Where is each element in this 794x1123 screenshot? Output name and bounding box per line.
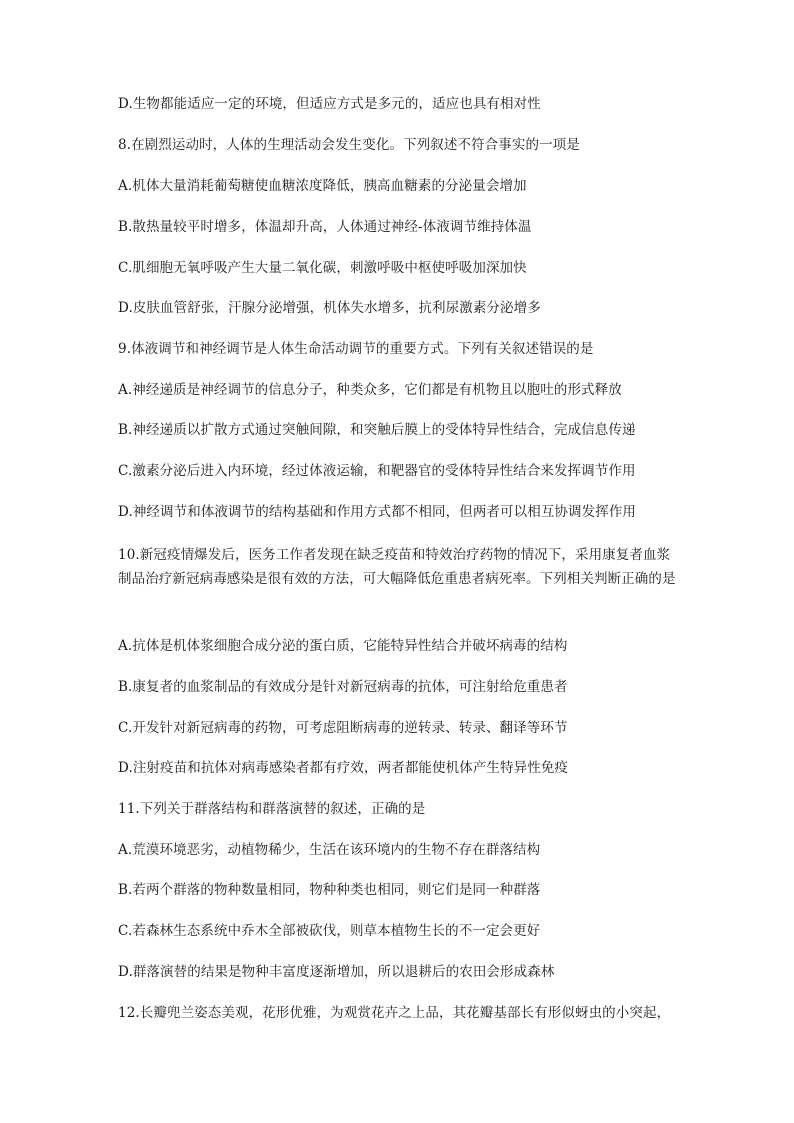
option-9c: C.激素分泌后进入内环境，经过体液运输，和靶器官的受体特异性结合来发挥调节作用: [118, 463, 636, 479]
question-12-stem: 12.长瓣兜兰姿态美观，花形优雅，为观赏花卉之上品，其花瓣基部长有形似蚜虫的小突起，: [118, 1005, 671, 1021]
option-8d: D.皮肤血管舒张，汗腺分泌增强，机体失水增多，抗利尿激素分泌增多: [118, 300, 541, 316]
option-8c: C.肌细胞无氧呼吸产生大量二氧化碳，刺激呼吸中枢使呼吸加深加快: [118, 260, 527, 276]
option-9a: A.神经递质是神经调节的信息分子，种类众多，它们都是有机物且以胞吐的形式释放: [118, 382, 622, 398]
option-11a: A.荒漠环境恶劣，动植物稀少，生活在该环境内的生物不存在群落结构: [118, 842, 541, 858]
option-7d: D.生物都能适应一定的环境，但适应方式是多元的，适应也具有相对性: [118, 96, 541, 112]
question-8-stem: 8.在剧烈运动时，人体的生理活动会发生变化。下列叙述不符合事实的一项是: [118, 137, 580, 153]
option-9d: D.神经调节和体液调节的结构基础和作用方式都不相同，但两者可以相互协调发挥作用: [118, 504, 637, 520]
option-11d: D.群落演替的结果是物种丰富度逐渐增加，所以退耕后的农田会形成森林: [118, 964, 555, 980]
option-9b: B.神经递质以扩散方式通过突触间隙，和突触后膜上的受体特异性结合，完成信息传递: [118, 422, 636, 438]
option-10d: D.注射疫苗和抗体对病毒感染者都有疗效，两者都能使机体产生特异性免疫: [118, 760, 569, 776]
option-8b: B.散热量较平时增多，体温却升高，人体通过神经-体液调节维持体温: [118, 219, 532, 235]
option-11b: B.若两个群落的物种数量相同，物种种类也相同，则它们是同一种群落: [118, 882, 541, 898]
question-9-stem: 9.体液调节和神经调节是人体生命活动调节的重要方式。下列有关叙述错误的是: [118, 341, 594, 357]
option-10c: C.开发针对新冠病毒的药物，可考虑阻断病毒的逆转录、转录、翻译等环节: [118, 720, 568, 736]
option-10a: A.抗体是机体浆细胞合成分泌的蛋白质，它能特异性结合并破坏病毒的结构: [118, 638, 568, 654]
question-10-stem: 10.新冠疫情爆发后，医务工作者发现在缺乏疫苗和特效治疗药物的情况下，采用康复者血浆制品治疗新冠病毒感染是很有效的方法，可大幅降低危重患者病死率。下列相关判断正确的是: [118, 547, 676, 587]
option-8a: A.机体大量消耗葡萄糖使血糖浓度降低，胰高血糖素的分泌量会增加: [118, 178, 527, 194]
option-10b: B.康复者的血浆制品的有效成分是针对新冠病毒的抗体，可注射给危重患者: [118, 679, 568, 695]
option-11c: C.若森林生态系统中乔木全部被砍伐，则草本植物生长的不一定会更好: [118, 923, 541, 939]
question-11-stem: 11.下列关于群落结构和群落演替的叙述，正确的是: [118, 801, 426, 817]
